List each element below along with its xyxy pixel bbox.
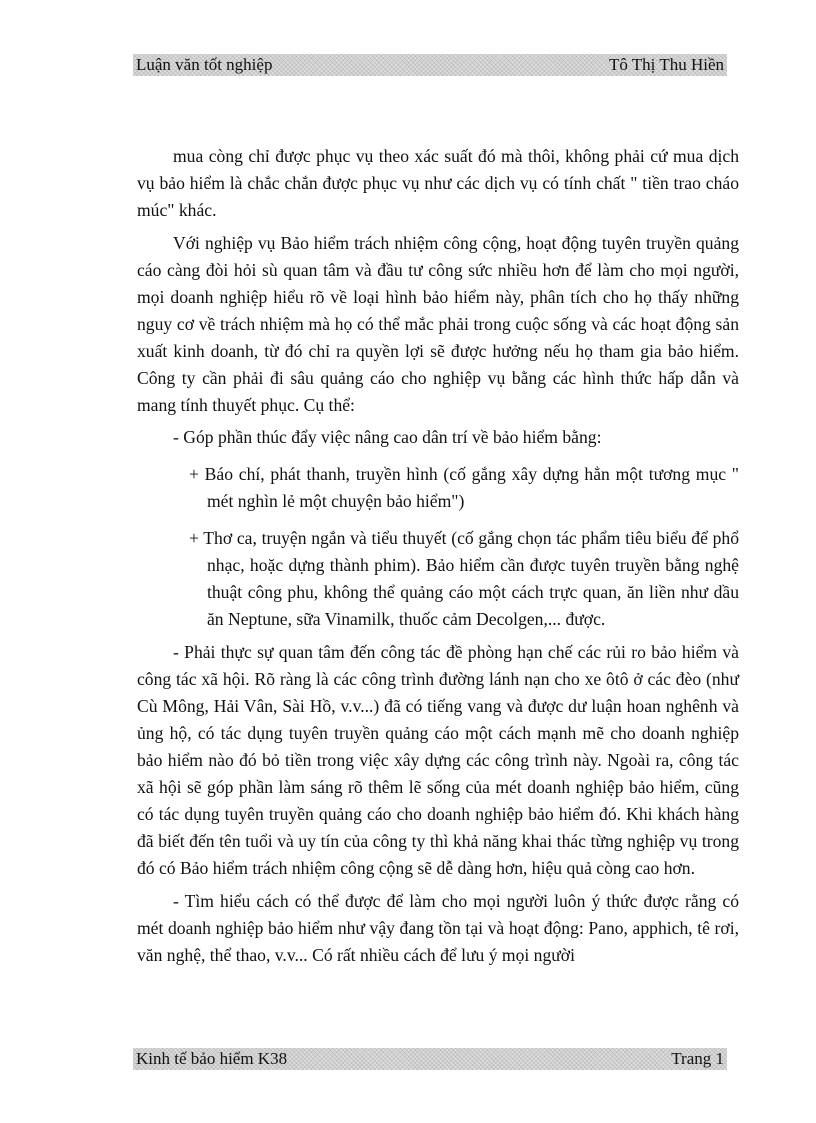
bullet-item-1: - Góp phần thúc đẩy việc nâng cao dân trí về bảo hiểm bằng: <box>173 427 602 447</box>
paragraph-1: mua còng chỉ được phục vụ theo xác suất đó mà thôi, không phải cứ mua dịch vụ bảo hiểm là chắc chắn được phục vụ như các dịch vụ có tính chất " tiền trao cháo múc" khác. <box>137 146 739 220</box>
page-footer <box>133 1048 727 1070</box>
paragraph-4: - Tìm hiểu cách có thể được để làm cho mọi người luôn ý thức được rằng có mét doanh nghiệp bảo hiểm như vậy đang tồn tại và hoạt động: Pano, apphich, tê rơi, văn nghệ, thể thao, v.v... Có rất nhiều cách để lưu ý mọi người <box>137 891 739 965</box>
footer-course: Kinh tế bảo hiểm K38 <box>136 1049 288 1068</box>
header-title: Luận văn tốt nghiệp <box>136 55 273 74</box>
sub-item-1: + Báo chí, phát thanh, truyền hình (cố gắng xây dựng hẳn một tương mục " mét nghìn lẻ một chuyện bảo hiểm") <box>189 464 739 511</box>
page-header <box>133 54 727 76</box>
paragraph-2: Với nghiệp vụ Bảo hiểm trách nhiệm công cộng, hoạt động tuyên truyền quảng cáo càng đòi hỏi sù quan tâm và đầu tư công sức nhiều hơn để làm cho mọi người, mọi doanh nghiệp hiểu rõ về loại hình bảo hiểm này, phân tích cho họ thấy những nguy cơ về trách nhiệm mà họ có thể mắc phải trong cuộc sống và các hoạt động sản xuất kinh doanh, từ đó chỉ ra quyền lợi sẽ được hưởng nếu họ tham gia bảo hiểm. Công ty cần phải đi sâu quảng cáo cho nghiệp vụ bằng các hình thức hấp dẫn và mang tính thuyết phục. Cụ thể: <box>137 233 739 415</box>
sub-item-2: + Thơ ca, truyện ngắn và tiểu thuyết (cố gắng chọn tác phẩm tiêu biểu để phổ nhạc, hoặc dựng thành phim). Bảo hiểm cần được tuyên truyền bằng nghệ thuật công phu, không thể quảng cáo một cách trực quan, ăn liền như dầu ăn Neptune, sữa Vinamilk, thuốc cảm Decolgen,... được. <box>189 528 739 629</box>
paragraph-3: - Phải thực sự quan tâm đến công tác đề phòng hạn chế các rủi ro bảo hiểm và công tác xã hội. Rõ ràng là các công trình đường lánh nạn cho xe ôtô ở các đèo (như Cù Mông, Hải Vân, Sài Hồ, v.v...) đã có tiếng vang và được dư luận hoan nghênh và ủng hộ, có tác dụng tuyên truyền quảng cáo một cách mạnh mẽ cho doanh nghiệp bảo hiểm nào đó bỏ tiền trong việc xây dựng các công trình này. Ngoài ra, công tác xã hội sẽ góp phần làm sáng rõ thêm lẽ sống của mét doanh nghiệp bảo hiểm, cũng có tác dụng tuyên truyền quảng cáo cho doanh nghiệp bảo hiểm đó. Khi khách hàng đã biết đến tên tuổi và uy tín của công ty thì khả năng khai thác từng nghiệp vụ trong đó có Bảo hiểm trách nhiệm công cộng sẽ dễ dàng hơn, hiệu quả còng cao hơn. <box>137 642 739 878</box>
header-author: Tô Thị Thu Hiền <box>608 55 724 74</box>
page-number: Trang 1 <box>671 1049 724 1068</box>
document-body <box>137 143 739 969</box>
